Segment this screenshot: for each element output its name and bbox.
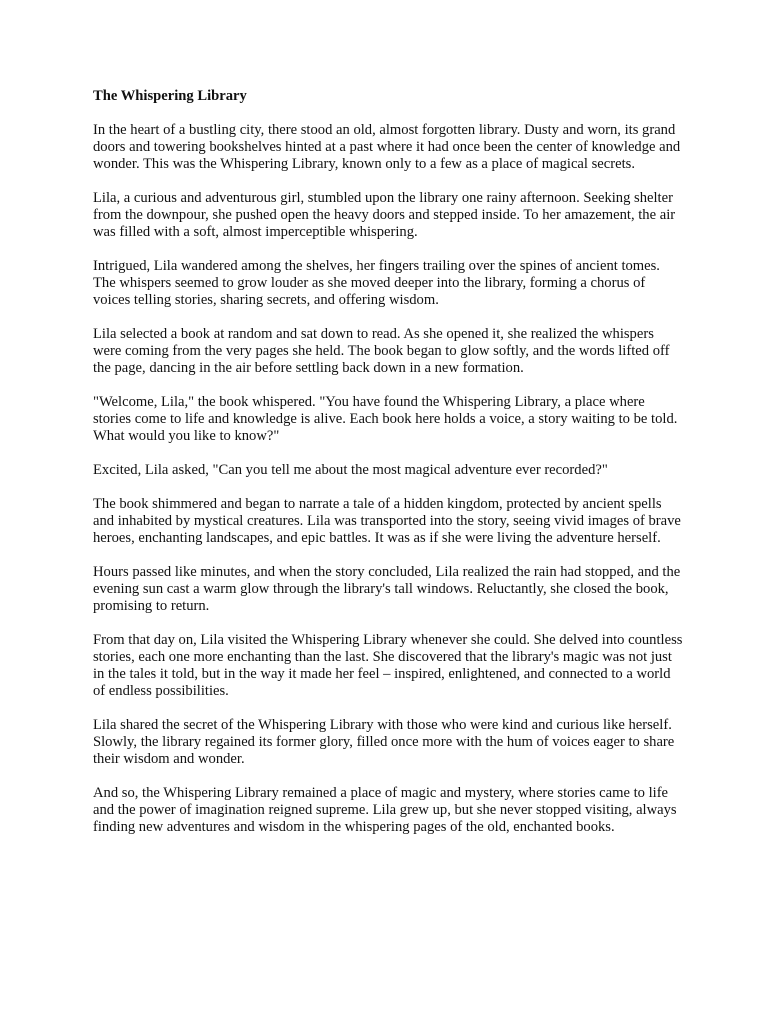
paragraph: Intrigued, Lila wandered among the shelves, her fingers trailing over the spines of ancient tomes. The whispers seemed to grow louder as she moved deeper into the library, forming a chorus of voices telling stories, sharing secrets, and offering wisdom. — [93, 258, 660, 308]
paragraph: From that day on, Lila visited the Whispering Library whenever she could. She delved into countless stories, each one more enchanting than the last. She discovered that the library's magic was not just in the tales it told, but in the way it made her feel – inspired, enlightened, and connected to a world of endless possibilities. — [93, 632, 683, 699]
paragraph: In the heart of a bustling city, there stood an old, almost forgotten library. Dusty and worn, its grand doors and towering bookshelves hinted at a past where it had once been the center of knowledge and wonder. This was the Whispering Library, known only to a few as a place of magical secrets. — [93, 122, 681, 172]
paragraph: Lila, a curious and adventurous girl, stumbled upon the library one rainy afternoon. Seeking shelter from the downpour, she pushed open the heavy doors and stepped inside. To her amazement, the air was filled with a soft, almost imperceptible whispering. — [93, 190, 676, 240]
paragraph: Lila shared the secret of the Whispering Library with those who were kind and curious like herself. Slowly, the library regained its former glory, filled once more with the hum of voices eager to share their wisdom and wonder. — [93, 717, 675, 767]
paragraph: "Welcome, Lila," the book whispered. "You have found the Whispering Library, a place where stories come to life and knowledge is alive. Each book here holds a voice, a story waiting to be told. What would you like to know?" — [93, 394, 678, 444]
document-body — [93, 88, 683, 853]
paragraph: Excited, Lila asked, "Can you tell me about the most magical adventure ever recorded?" — [93, 462, 608, 478]
paragraph: Hours passed like minutes, and when the story concluded, Lila realized the rain had stopped, and the evening sun cast a warm glow through the library's tall windows. Reluctantly, she closed the book, promising to return. — [93, 564, 681, 614]
paragraph: The book shimmered and began to narrate a tale of a hidden kingdom, protected by ancient spells and inhabited by mystical creatures. Lila was transported into the story, seeing vivid images of brave heroes, enchanting landscapes, and epic battles. It was as if she were living the adventure herself. — [93, 496, 681, 546]
document-title: The Whispering Library — [93, 88, 247, 104]
paragraph: And so, the Whispering Library remained a place of magic and mystery, where stories came to life and the power of imagination reigned supreme. Lila grew up, but she never stopped visiting, always finding new adventures and wisdom in the whispering pages of the old, enchanted books. — [93, 785, 677, 835]
paragraph: Lila selected a book at random and sat down to read. As she opened it, she realized the whispers were coming from the very pages she held. The book began to glow softly, and the words lifted off the page, dancing in the air before settling back down in a new formation. — [93, 326, 670, 376]
